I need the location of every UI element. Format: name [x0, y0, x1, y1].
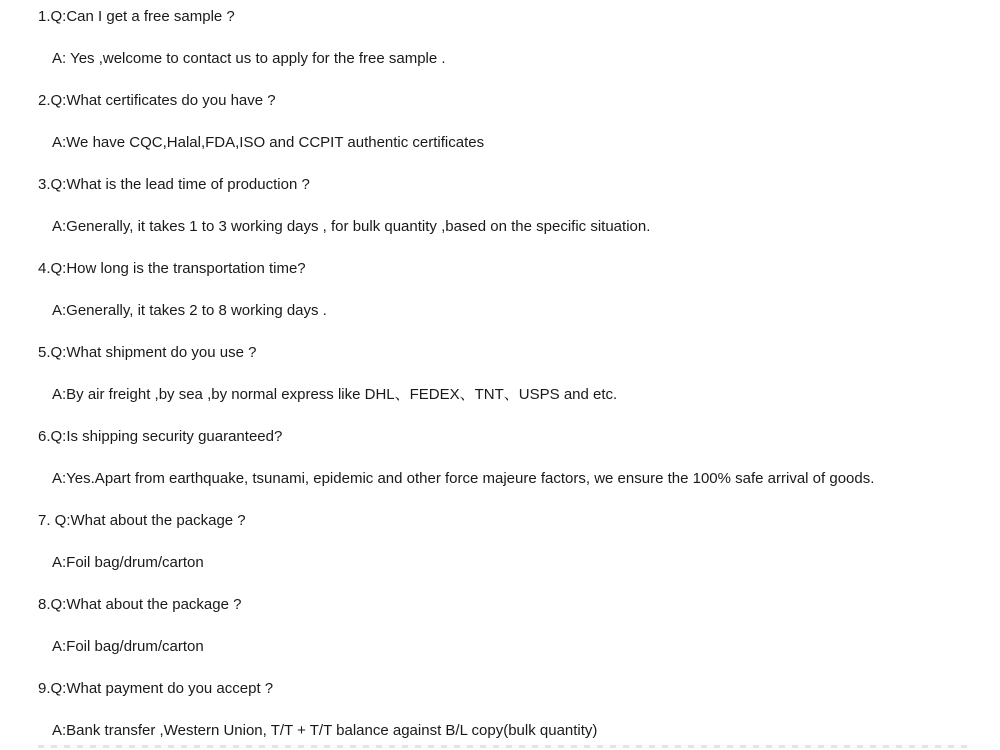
faq-answer: A: Yes ,welcome to contact us to apply for the free sample .: [52, 50, 446, 67]
faq-answer: A:We have CQC,Halal,FDA,ISO and CCPIT authentic certificates: [52, 134, 485, 151]
faq-question: 3.Q:What is the lead time of production ?: [38, 176, 310, 193]
faq-answer: A:Bank transfer ,Western Union, T/T + T/T balance against B/L copy(bulk quantity): [52, 722, 598, 739]
faq-item: [0, 668, 1000, 750]
faq-item: [0, 584, 1000, 668]
faq-question: 1.Q:Can I get a free sample ?: [38, 8, 235, 25]
faq-question: 4.Q:How long is the transportation time?: [38, 260, 306, 277]
faq-answer: A:By air freight ,by sea ,by normal express like DHL、FEDEX、TNT、USPS and etc.: [52, 386, 618, 403]
faq-answer: A:Generally, it takes 1 to 3 working days , for bulk quantity ,based on the specific situation.: [52, 218, 651, 235]
faq-question: 5.Q:What shipment do you use ?: [38, 344, 257, 361]
faq-question: 7. Q:What about the package ?: [38, 512, 246, 529]
faq-question: 2.Q:What certificates do you have ?: [38, 92, 276, 109]
faq-answer: A:Yes.Apart from earthquake, tsunami, epidemic and other force majeure factors, we ensure the 100% safe arrival of goods.: [52, 470, 875, 487]
faq-item: [0, 0, 1000, 80]
faq-item: [0, 248, 1000, 332]
faq-item: [0, 416, 1000, 500]
faq-question: 6.Q:Is shipping security guaranteed?: [38, 428, 283, 445]
faq-item: [0, 500, 1000, 584]
faq-question: 9.Q:What payment do you accept ?: [38, 680, 274, 697]
faq-item: [0, 164, 1000, 248]
cropped-next-line-artifact: [38, 745, 968, 748]
faq-question: 8.Q:What about the package ?: [38, 596, 242, 613]
faq-item: [0, 332, 1000, 416]
faq-answer: A:Foil bag/drum/carton: [52, 638, 204, 655]
faq-answer: A:Generally, it takes 2 to 8 working days .: [52, 302, 327, 319]
faq-item: [0, 80, 1000, 164]
faq-answer: A:Foil bag/drum/carton: [52, 554, 204, 571]
